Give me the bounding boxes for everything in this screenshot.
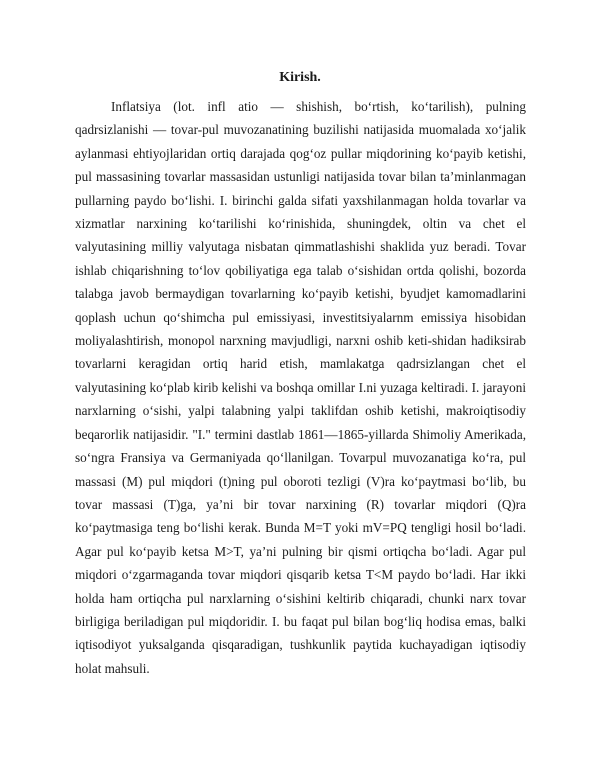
page-title: Kirish.	[279, 70, 321, 85]
body-paragraph: Inflatsiya (lot. infl atio — shishish, bo‘rtish, ko‘tarilish), pulning qadrsizlanishi — tovar-pul muvozanatining buzilishi natijasida muomalada xo‘jalik aylanmasi ehtiyojlaridan ortiq darajada qog‘oz pullar miqdorining ko‘payib ketishi, pul massasining tovarlar massasidan ustunligi natijasida tovar bilan ta’minlanmagan pullarning paydo bo‘lishi. I. birinchi galda sifati yaxshilanmagan holda tovarlar va xizmatlar narxining ko‘tarilishi ko‘rinishida, shuningdek, oltin va chet el valyutasining milliy valyutaga nisbatan qimmatlashishi shaklida yuz beradi. Tovar ishlab chiqarishning to‘lov qobiliyatiga ega talab o‘sishidan ortda qolishi, bozorda talabga javob bermaydigan tovarlarning ko‘payib ketishi, byudjet kamomadlarini qoplash uchun qo‘shimcha pul emissiyasi, investitsiyalarnm emissiya hisobidan moliyalashtirish, monopol narxning mavjudligi, narxni oshib keti-shidan hadiksirab tovarlarni keragidan ortiq harid etish, mamlakatga qadrsizlangan chet el valyutasining ko‘plab kirib kelishi va boshqa omillar I.ni yuzaga keltiradi. I. jarayoni narxlarning o‘sishi, yalpi talabning yalpi taklifdan oshib ketishi, makroiqtisodiy beqarorlik natijasidir. "I." termini dastlab 1861—1865-yillarda Shimoliy Amerikada, so‘ngra Fransiya va Germaniyada qo‘llanilgan. Tovarpul muvozanatiga ko‘ra, pul massasi (M) pul miqdori (t)ning pul oboroti tezligi (V)ra ko‘paytmasi bo‘lib, bu tovar massasi (T)ga, ya’ni bir tovar narxining (R) tovarlar miqdori (Q)ra ko‘paytmasiga teng bo‘lishi kerak. Bunda M=T yoki mV=PQ tengligi hosil bo‘ladi. Agar pul ko‘payib ketsa M>T, ya’ni pulning bir qismi ortiqcha bo‘ladi. Agar pul miqdori o‘zgarmaganda tovar miqdori qisqarib ketsa T<M paydo bo‘ladi. Har ikki holda ham ortiqcha pul narxlarning o‘sishini keltirib chiqaradi, chunki narx tovar birligiga beriladigan pul miqdoridir. I. bu faqat pul bilan bog‘liq hodisa emas, balki iqtisodiyot yuksalganda qisqaradigan, tushkunlik paytida kuchayadigan iqtisodiy holat mahsuli.	[75, 99, 526, 676]
